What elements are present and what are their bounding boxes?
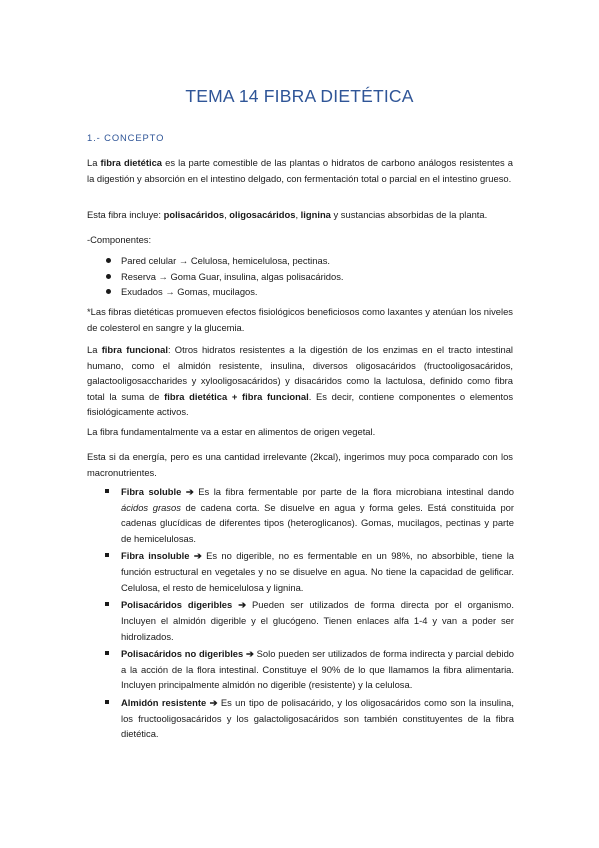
components-label: -Componentes: <box>87 234 152 245</box>
includes-pre: Esta fibra incluye: <box>87 209 164 220</box>
square-bullet-icon <box>105 700 109 704</box>
list-item <box>87 284 513 300</box>
list-item <box>104 484 514 546</box>
includes-post: y sustancias absorbidas de la planta. <box>330 209 488 220</box>
includes-paragraph <box>87 207 513 223</box>
list-item <box>87 269 513 285</box>
arrow-icon: → <box>158 270 168 282</box>
list-item <box>104 548 514 595</box>
note-paragraph: *Las fibras dietéticas promueven efectos fisiológicos beneficiosos como laxantes y atenúan los niveles de colesterol en sangre y la glucemia. <box>87 306 513 333</box>
type-text: Es no digerible, no es fermentable en un 98%, no absorbible, tiene la función estructural en vegetales y no se disuelve en agua. No tiene la capacidad de gelificar. Celulosa, el resto de hemicelulosa y lignina. <box>121 550 514 593</box>
type-term: Fibra insoluble <box>121 550 190 562</box>
type-text-rest: de cadena corta. Se disuelve en agua y forma geles. Está constituida por cadenas glucídicas de diferentes tipos (heteroglicanos). Gomas, mucilagos, pectinas y parte de hemicelulosas. <box>121 501 515 544</box>
component-text: Gomas, mucilagos. <box>177 286 258 298</box>
component-name: Reserva <box>121 270 156 282</box>
functional-paragraph <box>87 342 513 420</box>
type-term: Polisacáridos digeribles <box>121 599 233 611</box>
intro-pre: La <box>87 157 101 168</box>
bullet-icon <box>106 289 111 294</box>
arrow-icon: ➔ <box>193 550 202 562</box>
component-text: Celulosa, hemicelulosa, pectinas. <box>190 255 330 266</box>
intro-term: fibra dietética <box>100 157 163 168</box>
origin-paragraph: La fibra fundamentalmente va a estar en alimentos de origen vegetal. <box>87 426 376 437</box>
type-text: Es un tipo de polisacárido, y los oligosacáridos como son la insulina, los fructooligosacáridos y los galactoligosacáridos son también constituyentes de la fibra dietética. <box>121 697 514 740</box>
section-heading: 1.- CONCEPTO <box>87 132 165 143</box>
functional-pre: La <box>87 344 102 355</box>
includes-sep1: , <box>224 209 230 220</box>
functional-term: fibra funcional <box>101 344 168 355</box>
document-title: TEMA 14 FIBRA DIETÉTICA <box>185 86 414 106</box>
includes-item1: polisacáridos <box>163 209 225 220</box>
arrow-icon: ➔ <box>209 697 218 709</box>
energy-paragraph: Esta si da energía, pero es una cantidad irrelevante (2kcal), ingerimos muy poca comparado con los macronutrientes. <box>87 451 513 478</box>
list-item <box>104 695 514 742</box>
includes-sep2: , <box>295 209 301 220</box>
intro-paragraph <box>87 155 513 186</box>
intro-rest: es la parte comestible de las plantas o hidratos de carbono análogos resistentes a la digestión y absorción en el intestino delgado, con fermentación total o parcial en el intestino grueso. <box>87 157 513 184</box>
functional-sum: fibra dietética + fibra funcional <box>164 390 309 402</box>
component-name: Pared celular <box>121 255 177 266</box>
component-name: Exudados <box>121 286 163 298</box>
list-item <box>87 253 513 269</box>
includes-item3: lignina <box>300 209 331 220</box>
arrow-icon: ➔ <box>238 599 247 611</box>
bullet-icon <box>106 258 111 263</box>
arrow-icon: ➔ <box>246 648 254 660</box>
type-text: Solo pueden ser utilizados de forma indirecta y parcial debido a la acción de la flora intestinal. Constituye el 90% de lo que llamamos la fibra alimentaria. Incluyen principalmente almidón no digerible (resistente) y la celulosa. <box>121 648 514 691</box>
square-bullet-icon <box>105 553 109 557</box>
bullet-icon <box>106 274 111 279</box>
list-item <box>104 597 514 644</box>
functional-post: . Es decir, contiene componentes o elementos fisiológicamente activos. <box>87 390 514 418</box>
arrow-icon: ➔ <box>185 486 194 497</box>
square-bullet-icon <box>105 651 109 655</box>
components-list <box>87 253 513 300</box>
square-bullet-icon <box>105 602 109 606</box>
type-text: Es la fibra fermentable por parte de la flora microbiana intestinal dando <box>193 486 514 497</box>
arrow-icon: → <box>165 286 175 298</box>
type-term: Fibra soluble <box>121 486 182 497</box>
type-text: Pueden ser utilizados de forma directa por el organismo. Incluyen el almidón digerible y el glucógeno. Tienen enlaces alfa 1-4 y van a poder ser hidrolizados. <box>121 599 515 642</box>
type-term: Polisacáridos no digeribles <box>121 648 244 660</box>
type-term: Almidón resistente <box>121 697 207 709</box>
type-italic: ácidos grasos <box>121 501 181 513</box>
includes-item2: oligosacáridos <box>229 209 296 220</box>
fiber-types-list <box>104 484 514 744</box>
list-item <box>104 646 514 693</box>
functional-text: : Otros hidratos resistentes a la digestión de los enzimas en el tracto intestinal humano, como el almidón resistente, insulina, diversos oligosacáridos (fructooligosacáridos, galactooligosaccharides y xylooligosacáridos) y disacáridos como la lactulosa, definido como fibra total la suma de <box>87 344 513 402</box>
component-text: Goma Guar, insulina, algas polisacáridos. <box>170 270 344 282</box>
arrow-icon: → <box>178 255 189 266</box>
square-bullet-icon <box>105 489 109 493</box>
